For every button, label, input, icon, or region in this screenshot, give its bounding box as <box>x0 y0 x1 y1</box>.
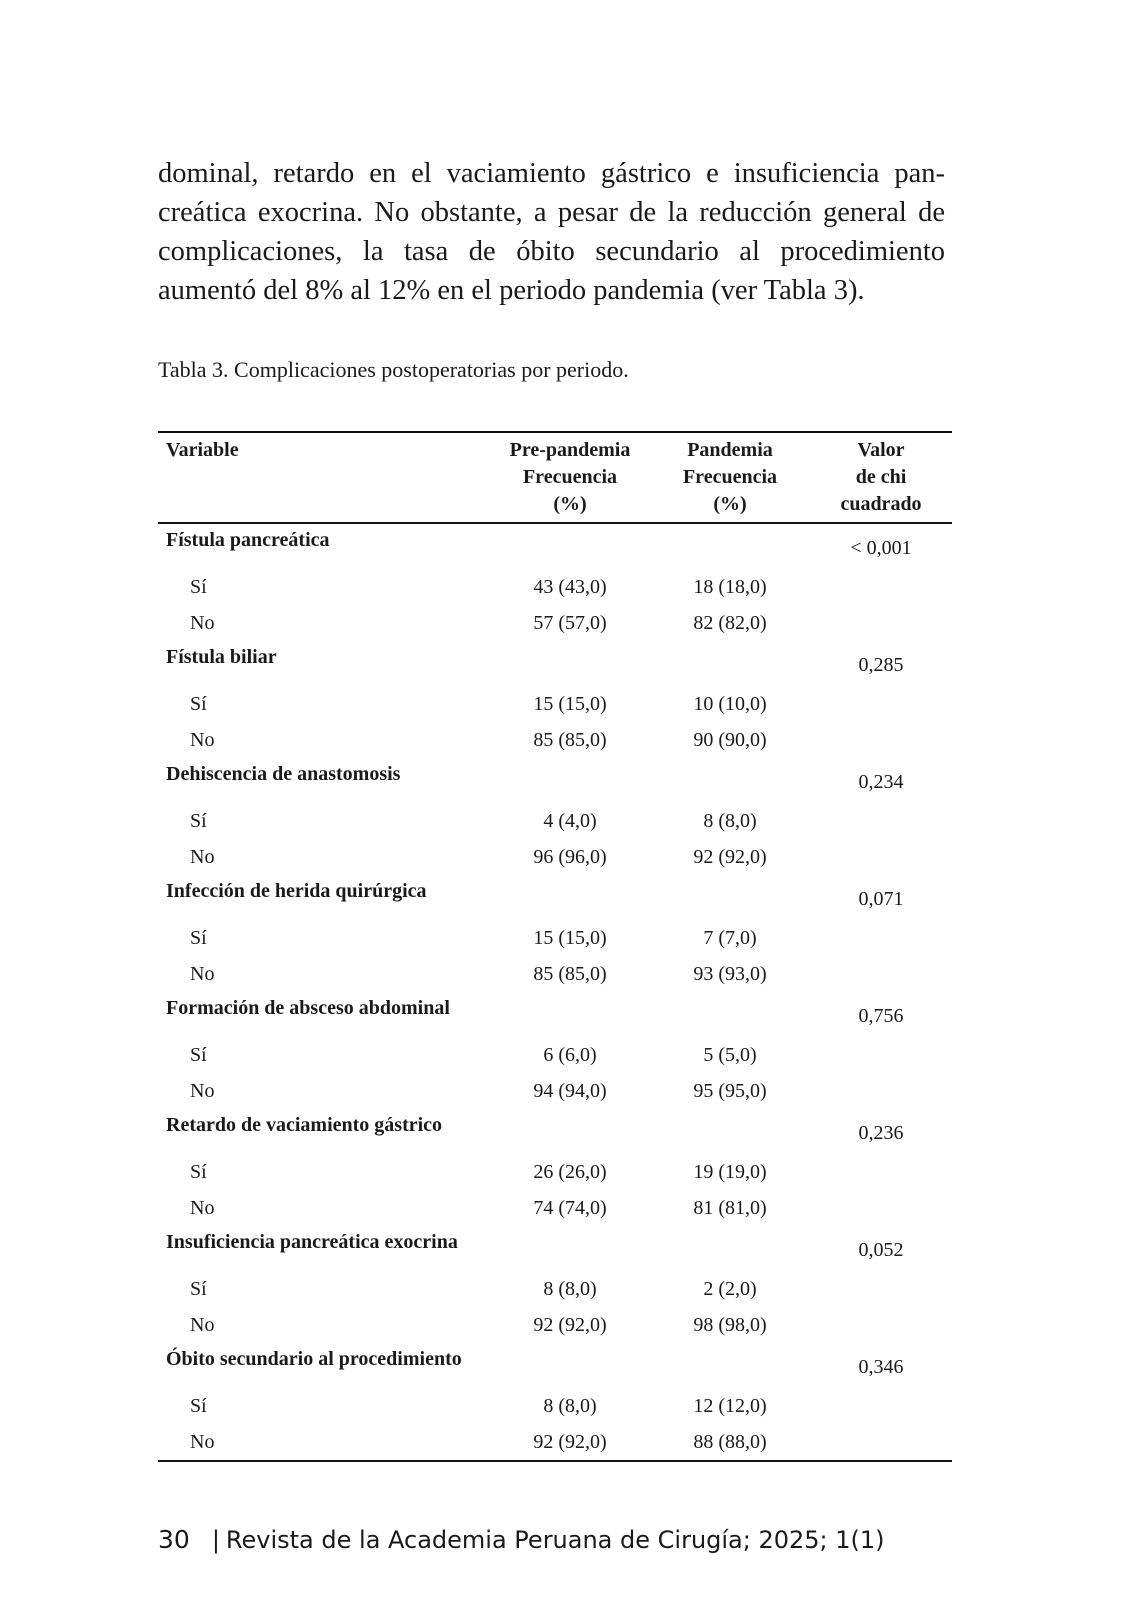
table-body <box>158 523 952 1461</box>
row-label: Sí <box>190 1160 207 1183</box>
table-row <box>158 1073 952 1109</box>
table-header <box>158 432 952 523</box>
header-chi-line-1: Valor <box>857 439 905 461</box>
row-label: Sí <box>190 809 207 832</box>
table-row <box>158 1154 952 1190</box>
table-row <box>158 1037 952 1073</box>
pandemia-value: 7 (7,0) <box>703 926 757 949</box>
table-group-row <box>158 1109 952 1154</box>
pre-pandemia-value: 8 (8,0) <box>543 1394 597 1417</box>
complications-table <box>158 431 952 1462</box>
table-row <box>158 1190 952 1226</box>
row-label: No <box>190 1196 215 1219</box>
pandemia-value: 92 (92,0) <box>693 845 767 868</box>
header-chi-cuadrado <box>810 432 952 523</box>
table-group-row <box>158 992 952 1037</box>
table-row <box>158 686 952 722</box>
pre-pandemia-value: 8 (8,0) <box>543 1277 597 1300</box>
chi-square-value: 0,756 <box>858 1005 904 1027</box>
chi-square-value: 0,071 <box>858 888 904 910</box>
table-group-row <box>158 875 952 920</box>
table-row <box>158 920 952 956</box>
pandemia-value: 10 (10,0) <box>693 692 767 715</box>
journal-citation: Revista de la Academia Peruana de Cirugía; 2025; 1(1) <box>225 1526 885 1554</box>
row-label: Sí <box>190 575 207 598</box>
table-row <box>158 956 952 992</box>
header-pandemia <box>650 432 810 523</box>
pandemia-value: 2 (2,0) <box>703 1277 757 1300</box>
group-name: Fístula biliar <box>166 646 277 668</box>
pre-pandemia-value: 26 (26,0) <box>533 1160 607 1183</box>
table-group-row <box>158 758 952 803</box>
header-variable: Variable <box>158 432 490 523</box>
table-row <box>158 1271 952 1307</box>
page-footer <box>158 1525 885 1555</box>
chi-square-value: 0,236 <box>858 1122 904 1144</box>
group-name: Fístula pancreática <box>166 529 330 551</box>
group-name: Dehiscencia de anastomosis <box>166 763 401 785</box>
pandemia-value: 88 (88,0) <box>650 1424 810 1461</box>
page-number: 30 <box>158 1525 190 1554</box>
header-chi-line-3: cuadrado <box>840 493 922 515</box>
pandemia-value: 8 (8,0) <box>703 809 757 832</box>
group-name: Formación de absceso abdominal <box>166 997 450 1019</box>
group-name: Infección de herida quirúrgica <box>166 880 427 902</box>
header-pre-pandemia-line-2: Frecuencia <box>522 466 618 488</box>
row-label: Sí <box>190 692 207 715</box>
table-group-row <box>158 1343 952 1388</box>
table-group-row <box>158 523 952 569</box>
chi-square-value: 0,346 <box>858 1356 904 1378</box>
table-group-row <box>158 1226 952 1271</box>
pandemia-value: 90 (90,0) <box>693 728 767 751</box>
row-label: No <box>190 1079 215 1102</box>
pre-pandemia-value: 92 (92,0) <box>533 1313 607 1336</box>
pre-pandemia-value: 15 (15,0) <box>533 692 607 715</box>
pre-pandemia-value: 74 (74,0) <box>533 1196 607 1219</box>
table-row <box>158 1424 952 1461</box>
complications-table-container <box>158 431 952 1462</box>
table-row <box>158 722 952 758</box>
row-label: No <box>190 611 215 634</box>
pandemia-value: 12 (12,0) <box>693 1394 767 1417</box>
pandemia-value: 5 (5,0) <box>703 1043 757 1066</box>
row-label: Sí <box>190 1043 207 1066</box>
header-pandemia-line-1: Pandemia <box>687 439 773 461</box>
table-row <box>158 1307 952 1343</box>
pre-pandemia-value: 43 (43,0) <box>533 575 607 598</box>
table-group-row <box>158 641 952 686</box>
pandemia-value: 18 (18,0) <box>693 575 767 598</box>
group-name: Retardo de vaciamiento gástrico <box>166 1114 443 1136</box>
chi-square-value: 0,234 <box>858 771 904 793</box>
row-label: No <box>190 962 215 985</box>
header-chi-line-2: de chi <box>855 466 907 488</box>
pandemia-value: 19 (19,0) <box>693 1160 767 1183</box>
header-pandemia-line-3: (%) <box>713 493 747 515</box>
pre-pandemia-value: 57 (57,0) <box>533 611 607 634</box>
pandemia-value: 98 (98,0) <box>693 1313 767 1336</box>
table-row <box>158 569 952 605</box>
table-caption: Tabla 3. Complicaciones postoperatorias por periodo. <box>158 357 629 382</box>
pre-pandemia-value: 92 (92,0) <box>490 1424 650 1461</box>
pandemia-value: 95 (95,0) <box>693 1079 767 1102</box>
pre-pandemia-value: 4 (4,0) <box>543 809 597 832</box>
group-name: Insuficiencia pancreática exocrina <box>166 1231 458 1253</box>
chi-square-value: 0,285 <box>858 654 904 676</box>
pandemia-value: 81 (81,0) <box>693 1196 767 1219</box>
row-label: Sí <box>190 926 207 949</box>
group-name: Óbito secundario al procedimiento <box>166 1348 462 1370</box>
row-label: Sí <box>190 1394 207 1417</box>
table-row <box>158 605 952 641</box>
pre-pandemia-value: 96 (96,0) <box>533 845 607 868</box>
pandemia-value: 82 (82,0) <box>693 611 767 634</box>
chi-square-value: < 0,001 <box>850 537 912 559</box>
row-label: No <box>190 1313 215 1336</box>
pre-pandemia-value: 15 (15,0) <box>533 926 607 949</box>
header-pre-pandemia-line-3: (%) <box>553 493 587 515</box>
body-paragraph: dominal, retardo en el vaciamiento gástrico e insuficiencia pan-creática exocrina. No obstante, a pesar de la reducción general de complicaciones, la tasa de óbito secundario al procedimiento aumentó del 8% al 12% en el periodo pandemia (ver Tabla 3). <box>158 158 945 306</box>
row-label: No <box>190 728 215 751</box>
header-pandemia-line-2: Frecuencia <box>682 466 778 488</box>
pre-pandemia-value: 6 (6,0) <box>543 1043 597 1066</box>
header-pre-pandemia-line-1: Pre-pandemia <box>509 439 631 461</box>
row-label: No <box>190 845 215 868</box>
row-label: Sí <box>190 1277 207 1300</box>
header-pre-pandemia <box>490 432 650 523</box>
pre-pandemia-value: 85 (85,0) <box>533 962 607 985</box>
pandemia-value: 93 (93,0) <box>693 962 767 985</box>
footer-separator: | <box>211 1526 220 1554</box>
row-label: No <box>158 1424 490 1461</box>
table-row <box>158 839 952 875</box>
table-row <box>158 803 952 839</box>
pre-pandemia-value: 85 (85,0) <box>533 728 607 751</box>
table-row <box>158 1388 952 1424</box>
pre-pandemia-value: 94 (94,0) <box>533 1079 607 1102</box>
chi-square-value: 0,052 <box>858 1239 904 1261</box>
